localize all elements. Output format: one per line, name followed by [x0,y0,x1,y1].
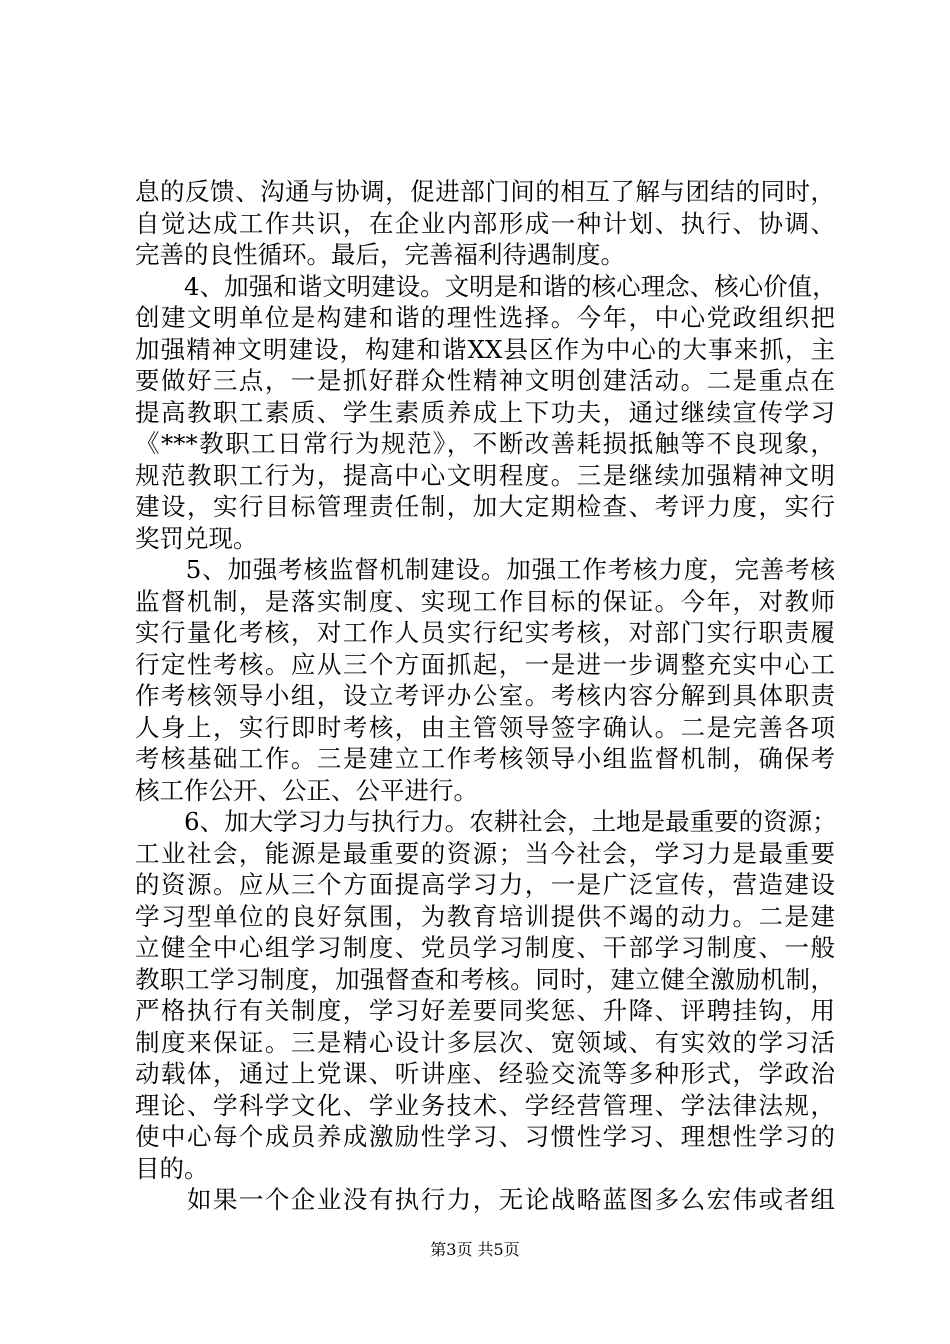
page-footer: 第3页 共5页 [430,1240,520,1259]
text-line: 自觉达成工作共识，在企业内部形成一种计划、执行、协调、 [135,208,835,238]
text-line: 完善的良性循环。最后，完善福利待遇制度。 [135,240,625,269]
text-line: 严格执行有关制度，学习好差要同奖惩、升降、评聘挂钩，用 [135,996,835,1025]
text-line: 理论、学科学文化、学业务技术、学经营管理、学法律法规， [135,1090,835,1120]
text-line: 如果一个企业没有执行力，无论战略蓝图多么宏伟或者组 [135,1185,835,1214]
text-line: 作考核领导小组，设立考评办公室。考核内容分解到具体职责 [135,681,835,710]
text-line: 使中心每个成员养成激励性学习、习惯性学习、理想性学习的 [135,1122,835,1151]
text-line: 4、加强和谐文明建设。文明是和谐的核心理念、核心价值， [135,271,837,301]
text-line: 学习型单位的良好氛围，为教育培训提供不竭的动力。二是建 [135,901,835,931]
text-line: 考核基础工作。三是建立工作考核领导小组监督机制，确保考 [135,744,835,773]
text-line: 规范教职工行为，提高中心文明程度。三是继续加强精神文明 [135,460,835,490]
document-body [135,176,835,1216]
text-line: 创建文明单位是构建和谐的理性选择。今年，中心党政组织把 [135,303,835,332]
text-line: 监督机制，是落实制度、实现工作目标的保证。今年，对教师 [135,586,835,616]
text-line: 立健全中心组学习制度、党员学习制度、干部学习制度、一般 [135,933,835,962]
text-line: 5、加强考核监督机制建设。加强工作考核力度，完善考核 [135,555,835,584]
text-line: 行定性考核。应从三个方面抓起，一是进一步调整充实中心工 [135,649,835,679]
text-line: 加强精神文明建设，构建和谐XX县区作为中心的大事来抓，主 [135,334,835,364]
text-line: 制度来保证。三是精心设计多层次、宽领域、有实效的学习活 [135,1027,835,1057]
text-line: 建设，实行目标管理责任制，加大定期检查、考评力度，实行 [135,492,835,521]
text-line: 提高教职工素质、学生素质养成上下功夫，通过继续宣传学习 [135,397,835,427]
text-line: 工业社会，能源是最重要的资源；当今社会，学习力是最重要 [135,838,835,868]
text-line: 教职工学习制度，加强督查和考核。同时，建立健全激励机制， [135,964,835,994]
text-line: 核工作公开、公正、公平进行。 [135,775,478,805]
text-line: 息的反馈、沟通与协调，促进部门间的相互了解与团结的同时， [135,177,835,206]
text-line: 实行量化考核，对工作人员实行纪实考核，对部门实行职责履 [135,618,835,647]
text-line: 动载体，通过上党课、听讲座、经验交流等多种形式，学政治 [135,1059,835,1088]
text-line: 目的。 [135,1153,209,1183]
text-line: 《***教职工日常行为规范》，不断改善耗损抵触等不良现象， [135,429,835,458]
text-line: 人身上，实行即时考核，由主管领导签字确认。二是完善各项 [135,712,835,742]
text-line: 奖罚兑现。 [135,523,258,553]
text-line: 6、加大学习力与执行力。农耕社会，土地是最重要的资源； [135,807,837,836]
text-line: 要做好三点，一是抓好群众性精神文明创建活动。二是重点在 [135,366,835,395]
text-line: 的资源。应从三个方面提高学习力，一是广泛宣传，营造建设 [135,870,835,899]
